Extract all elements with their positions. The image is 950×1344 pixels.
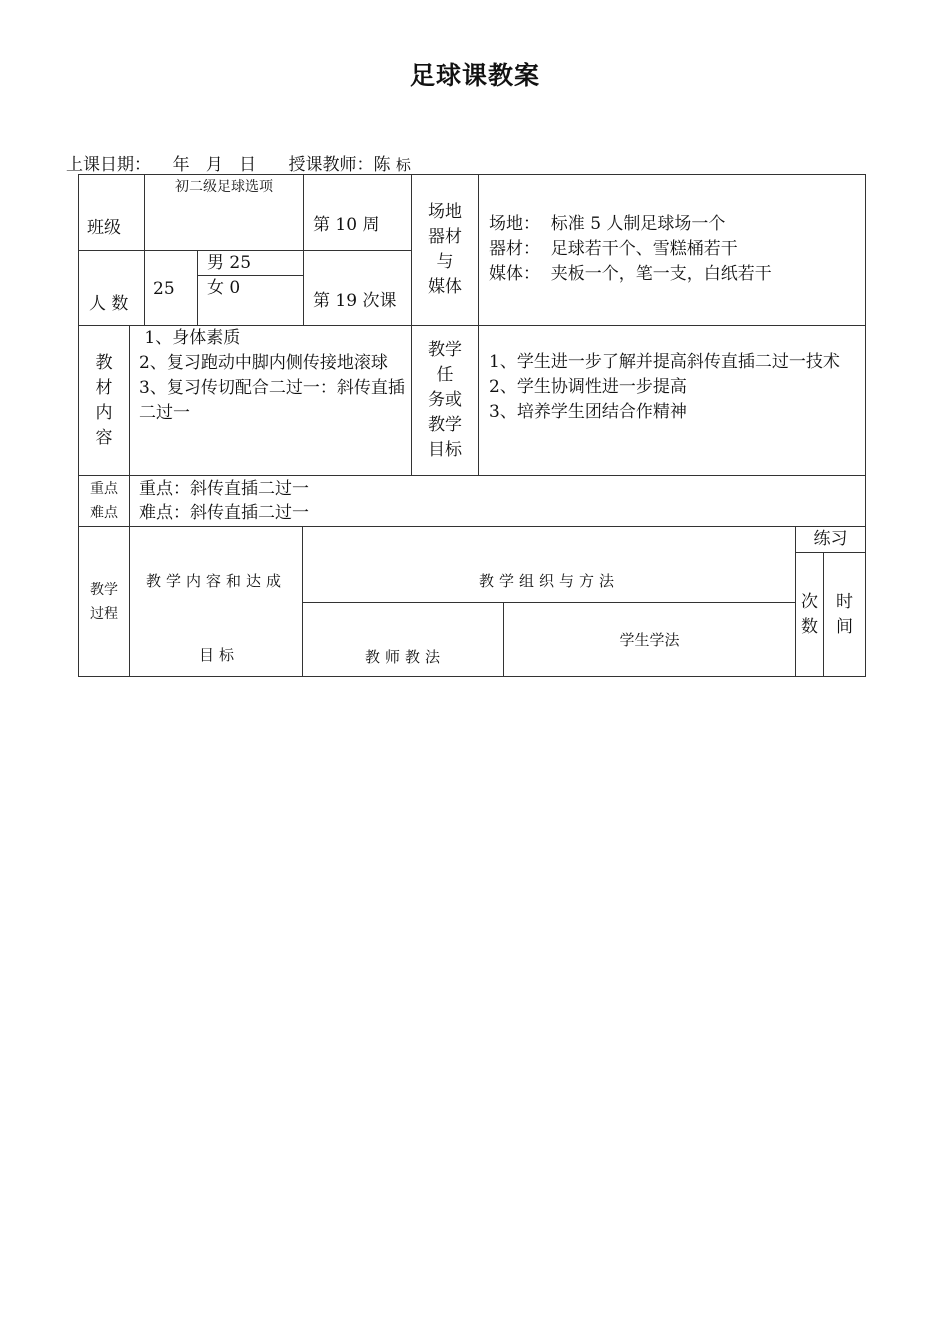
students-total: 25 [153,279,175,299]
content-goal-bottom: 目标 [199,646,240,664]
task-label-1: 教学 [428,340,462,360]
task-label-2: 任 [436,365,454,385]
task-label-cell [411,325,479,476]
difficult-label: 难点 [90,505,118,521]
teacher-method: 教师教法 [365,648,446,666]
content-goal-top: 教学内容和达成 [146,572,287,590]
content-label-cell [78,325,130,476]
key-point: 重点：斜传直插二过一 [139,479,309,499]
org-method-cell [302,526,796,603]
content-item: 3、复习传切配合二过一：斜传直插二过一 [139,378,405,423]
key-label-cell [78,475,130,527]
org-method: 教学组织与方法 [478,572,619,590]
content-label-2: 材 [95,377,113,398]
lesson-meta [66,150,411,175]
content-item: 1、身体素质 [139,328,241,348]
teacher-method-cell [302,602,504,677]
content-goal-cell [129,526,303,677]
venue-label-4: 媒体 [428,277,462,297]
students-label-cell [78,250,145,326]
teacher-label: 授课教师： [288,155,374,175]
content-label-1: 教 [95,352,113,373]
venue-details [478,174,866,326]
female-count: 女 0 [197,275,304,326]
venue-label-cell [411,174,479,326]
class-value: 初二级足球选项 [144,174,304,251]
venue-label-2: 器材 [428,227,462,247]
day-label: 日 [239,155,257,175]
class-label-cell [78,174,145,251]
duration-cell [823,552,866,677]
task-label-3: 务或 [428,390,462,410]
venue-label-3: 与 [436,252,454,272]
process-label-1: 教学 [90,581,118,598]
month-label: 月 [205,155,223,175]
teacher-given-name: 标 [395,156,411,174]
content-item: 2、复习跑动中脚内侧传接地滚球 [139,353,388,373]
equipment-line: 器材： 足球若干个、雪糕桶若干 [489,239,738,259]
student-method-cell [503,602,796,677]
date-label: 上课日期： [66,155,151,175]
practice-header: 练习 [795,526,866,553]
task-item: 3、培养学生团结合作精神 [489,402,687,422]
students-label: 人 数 [89,294,129,314]
content-items [129,325,412,476]
times-label-1: 次 [801,591,818,612]
week: 第 10 周 [313,215,380,235]
task-item: 2、学生协调性进一步提高 [489,377,687,397]
week-cell [303,174,412,251]
class-label: 班级 [87,218,121,238]
media-line: 媒体： 夹板一个，笔一支，白纸若干 [489,264,772,284]
student-method: 学生学法 [619,631,680,649]
venue-line: 场地： 标准 5 人制足球场一个 [489,214,726,234]
lesson-cell [303,250,412,326]
difficult-point: 难点：斜传直插二过一 [139,503,309,523]
task-label-4: 教学 [428,415,462,435]
male-count: 男 25 [197,250,304,276]
times-cell [795,552,824,677]
venue-label-1: 场地 [428,202,462,222]
process-label-cell [78,526,130,677]
year-label: 年 [172,155,190,175]
teacher-surname: 陈 [373,155,391,175]
task-label-5: 目标 [428,440,462,460]
process-label-2: 过程 [90,605,118,622]
students-total-cell [144,250,198,326]
task-item: 1、学生进一步了解并提高斜传直插二过一技术 [489,352,840,372]
duration-label-2: 间 [836,616,853,637]
times-label-2: 数 [801,616,818,637]
lesson-number: 第 19 次课 [313,291,397,311]
key-label: 重点 [90,481,118,497]
key-points [129,475,866,527]
duration-label-1: 时 [836,591,853,612]
task-items [478,325,866,476]
content-label-3: 内 [95,402,113,423]
page-title: 足球课教案 [409,61,540,90]
content-label-4: 容 [95,427,113,448]
